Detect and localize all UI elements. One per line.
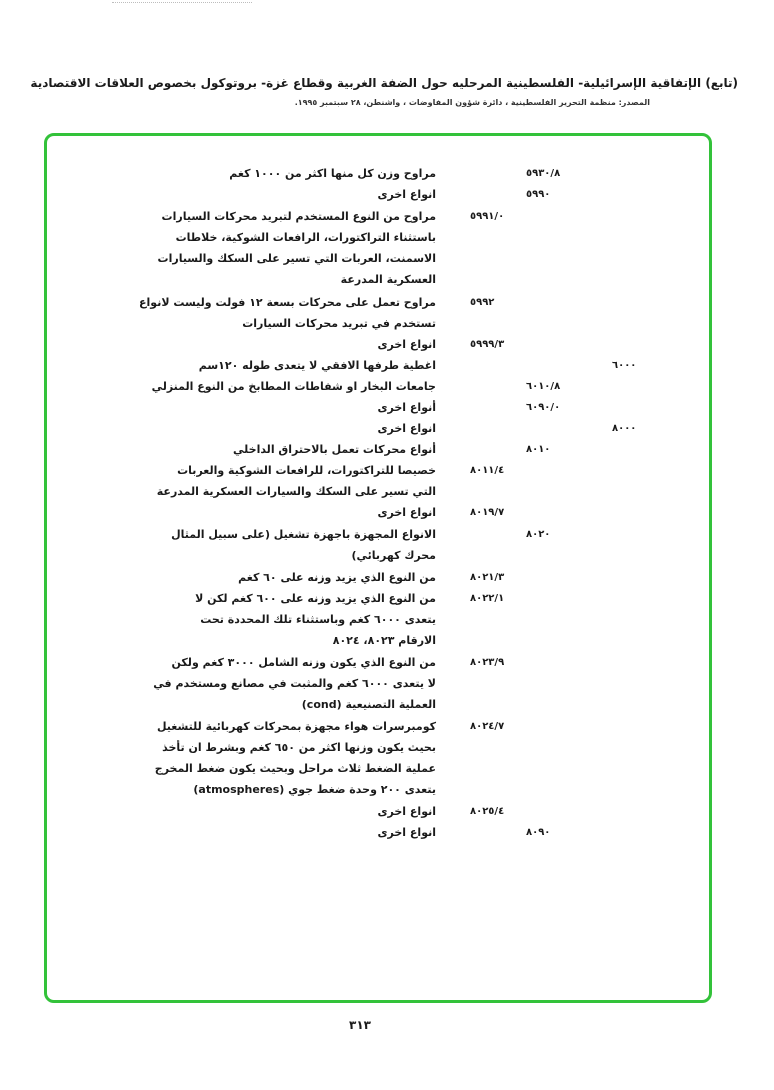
tariff-description <box>136 567 436 588</box>
tariff-description <box>136 801 436 822</box>
description-line: من النوع الذي يكون وزنه الشامل ٣٠٠٠ كغم ولكن <box>171 656 436 669</box>
description-line: يتعدى ٦٠٠٠ كغم وباستثناء تلك المحددة تحت <box>200 613 436 626</box>
description-line: انواع اخرى <box>377 506 436 519</box>
description-line: العملية التصنيعية (cond) <box>301 698 436 711</box>
tariff-description <box>136 652 436 715</box>
description-line: يتعدى ٢٠٠ وحدة ضغط جوي (atmospheres) <box>193 783 436 796</box>
description-line: مراوح من النوع المستخدم لتبريد محركات السيارات <box>161 210 436 223</box>
description-line: كومبرسرات هواء مجهزة بمحركات كهربائية للتشغيل <box>156 720 436 733</box>
tariff-code: ٥٩٩١/٠ <box>470 211 505 222</box>
tariff-code: ٨٠١٩/٧ <box>470 507 505 518</box>
description-line: أنواع اخرى <box>377 401 436 414</box>
description-line: من النوع الذي يزيد وزنه على ٦٠ كغم <box>238 571 436 584</box>
tariff-description <box>136 716 436 800</box>
description-line: محرك كهربائي) <box>351 549 436 562</box>
description-line: جامعات البخار او شفاطات المطابخ من النوع المنزلي <box>151 380 436 393</box>
tariff-code: ٨٠٩٠ <box>526 827 551 838</box>
description-line: انواع اخرى <box>377 188 436 201</box>
tariff-description <box>136 334 436 355</box>
tariff-code: ٨٠٢٢/١ <box>470 593 505 604</box>
tariff-code: ٦٠١٠/٨ <box>526 381 561 392</box>
description-line: العسكرية المدرعة <box>340 273 436 286</box>
tariff-description <box>136 163 436 184</box>
tariff-description <box>136 524 436 566</box>
description-line: مراوح تعمل على محركات بسعة ١٢ فولت وليست لانواع <box>139 296 436 309</box>
tariff-code: ٨٠٠٠ <box>612 423 637 434</box>
document-source: المصدر: منظمة التحرير الفلسطينية ، دائرة شؤون المفاوضات ، واشنطن، ٢٨ سبتمبر ١٩٩٥. <box>294 98 650 107</box>
tariff-description <box>136 206 436 290</box>
tariff-code: ٨٠١٠ <box>526 444 551 455</box>
description-line: من النوع الذي يزيد وزنه على ٦٠٠ كغم لكن لا <box>195 592 436 605</box>
tariff-description <box>136 184 436 205</box>
description-line: باستثناء التراكتورات، الرافعات الشوكية، خلاطات <box>175 231 436 244</box>
tariff-code: ٨٠٢٠ <box>526 529 551 540</box>
tariff-description <box>136 376 436 397</box>
tariff-code: ٥٩٩٢ <box>470 297 495 308</box>
description-line: انواع اخرى <box>377 826 436 839</box>
tariff-code: ٥٩٣٠/٨ <box>526 168 561 179</box>
tariff-code: ٨٠٢٤/٧ <box>470 721 505 732</box>
tariff-code: ٨٠١١/٤ <box>470 465 505 476</box>
tariff-description <box>136 355 436 376</box>
tariff-code: ٥٩٩٠ <box>526 189 551 200</box>
tariff-code: ٥٩٩٩/٣ <box>470 339 505 350</box>
description-line: تستخدم في تبريد محركات السيارات <box>242 317 436 330</box>
scan-artifact <box>112 2 252 6</box>
tariff-code: ٦٠٩٠/٠ <box>526 402 561 413</box>
description-line: لا يتعدى ٦٠٠٠ كغم والمثبت في مصانع ومستخدم في <box>153 677 436 690</box>
description-line: انواع اخرى <box>377 422 436 435</box>
description-line: مراوح وزن كل منها اكثر من ١٠٠٠ كغم <box>229 167 436 180</box>
description-line: أنواع محركات تعمل بالاحتراق الداخلي <box>233 443 436 456</box>
tariff-description <box>136 397 436 418</box>
description-line: عملية الضغط ثلاث مراحل وبحيث يكون ضغط المخرج <box>154 762 436 775</box>
description-line: انواع اخرى <box>377 338 436 351</box>
tariff-code: ٨٠٢٥/٤ <box>470 806 505 817</box>
tariff-description <box>136 502 436 523</box>
page-number: ٣١٣ <box>349 1018 371 1032</box>
description-line: اغطية طرفها الافقي لا يتعدى طوله ١٢٠سم <box>198 359 436 372</box>
description-line: انواع اخرى <box>377 805 436 818</box>
tariff-description <box>136 439 436 460</box>
description-line: بحيث يكون وزنها اكثر من ٦٥٠ كغم وبشرط ان تأخذ <box>162 741 436 754</box>
description-line: الاسمنت، العربات التي تسير على السكك والسيارات <box>157 252 436 265</box>
tariff-description <box>136 588 436 651</box>
tariff-description <box>136 292 436 334</box>
tariff-description <box>136 418 436 439</box>
description-line: الارقام ٨٠٢٣، ٨٠٢٤ <box>332 634 436 647</box>
tariff-code: ٦٠٠٠ <box>612 360 637 371</box>
description-line: التي تسير على السكك والسيارات العسكرية المدرعة <box>156 485 436 498</box>
tariff-code: ٨٠٢١/٣ <box>470 572 505 583</box>
tariff-code: ٨٠٢٣/٩ <box>470 657 505 668</box>
description-line: الانواع المجهزة باجهزة تشغيل (على سبيل المثال <box>171 528 436 541</box>
tariff-description <box>136 822 436 843</box>
description-line: خصيصا للتراكتورات، للرافعات الشوكية والعربات <box>177 464 436 477</box>
tariff-description <box>136 460 436 502</box>
document-title: (تابع) الإتفاقية الإسرائيلية- الفلسطينية المرحليه حول الضفة الغربية وقطاع غزة- بروتوكول بخصوص العلاقات الاقتصادية <box>30 76 738 90</box>
